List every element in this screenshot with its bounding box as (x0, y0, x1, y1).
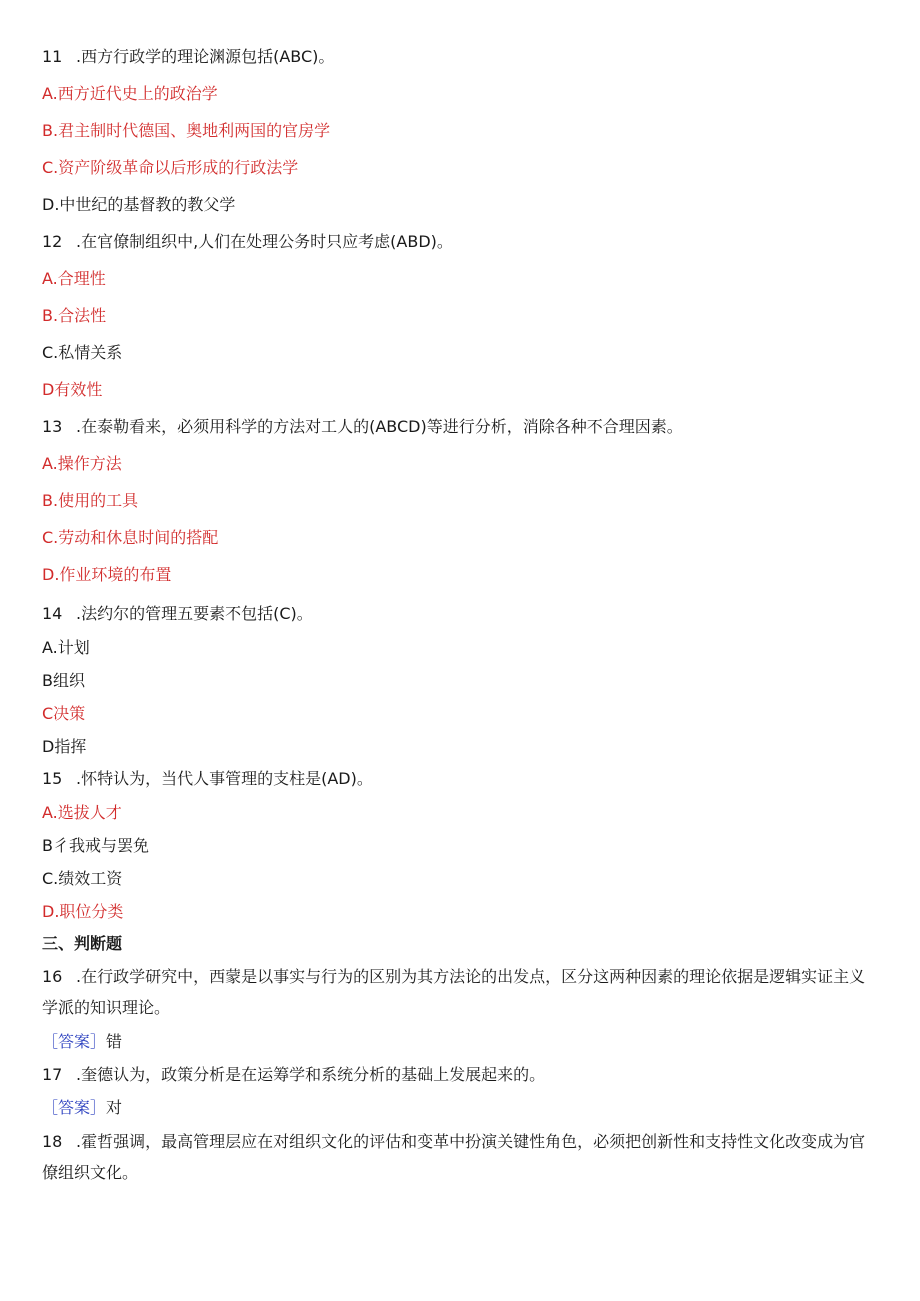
answer-tag: ［答案］ (42, 1032, 107, 1051)
question-11 (42, 47, 334, 67)
question-text: .霍哲强调，最高管理层应在对组织文化的评估和变革中扮演关键性角色，必须把创新性和支持性文化改变成为官僚组织文化。 (42, 1132, 866, 1182)
question-15 (42, 769, 373, 789)
question-number: 16 (42, 967, 63, 986)
option-15-a: A.选拔人才 (42, 803, 122, 822)
option-15-b: B彳我戒与罢免 (42, 836, 149, 855)
section-title: 三、判断题 (42, 934, 123, 953)
option-13-a: A.操作方法 (42, 454, 122, 473)
option-13-c: C.劳动和休息时间的搭配 (42, 528, 219, 547)
question-number: 13 (42, 417, 63, 436)
question-14 (42, 604, 313, 624)
question-text: .西方行政学的理论渊源包括(ABC)。 (76, 47, 335, 66)
option-13-b: B.使用的工具 (42, 491, 139, 510)
judgment-16 (42, 961, 872, 1023)
option-13-d: D.作业环境的布置 (42, 565, 172, 584)
option-14-c: C决策 (42, 704, 86, 723)
question-text: .奎德认为，政策分析是在运筹学和系统分析的基础上发展起来的。 (76, 1065, 546, 1084)
answer-17 (42, 1098, 122, 1118)
question-number: 14 (42, 604, 63, 623)
option-12-c: C.私情关系 (42, 343, 123, 362)
option-11-d: D.中世纪的基督教的教父学 (42, 195, 236, 214)
question-number: 12 (42, 232, 63, 251)
answer-16 (42, 1032, 122, 1052)
option-14-a: A.计划 (42, 638, 90, 657)
judgment-17 (42, 1065, 545, 1085)
option-14-b: B组织 (42, 671, 85, 690)
option-11-b: B.君主制时代德国、奥地利两国的官房学 (42, 121, 331, 140)
question-number: 18 (42, 1132, 63, 1151)
question-12 (42, 232, 453, 252)
option-15-d: D.职位分类 (42, 902, 124, 921)
question-number: 17 (42, 1065, 63, 1084)
answer-value: 对 (106, 1098, 123, 1117)
question-text: .在官僚制组织中,人们在处理公务时只应考虑(ABD)。 (76, 232, 453, 251)
option-12-a: A.合理性 (42, 269, 106, 288)
judgment-18 (42, 1126, 872, 1188)
option-12-d: D有效性 (42, 380, 103, 399)
question-text: .法约尔的管理五要素不包括(C)。 (76, 604, 313, 623)
question-number: 11 (42, 47, 63, 66)
option-15-c: C.绩效工资 (42, 869, 123, 888)
option-12-b: B.合法性 (42, 306, 107, 325)
question-text: .在行政学研究中，西蒙是以事实与行为的区别为其方法论的出发点，区分这两种因素的理论依据是逻辑实证主义学派的知识理论。 (42, 967, 866, 1017)
option-11-a: A.西方近代史上的政治学 (42, 84, 218, 103)
question-13 (42, 417, 683, 437)
question-text: .在泰勒看来，必须用科学的方法对工人的(ABCD)等进行分析，消除各种不合理因素。 (76, 417, 683, 436)
question-number: 15 (42, 769, 63, 788)
answer-value: 错 (106, 1032, 123, 1051)
option-14-d: D指挥 (42, 737, 87, 756)
question-text: .怀特认为，当代人事管理的支柱是(AD)。 (76, 769, 373, 788)
answer-tag: ［答案］ (42, 1098, 107, 1117)
option-11-c: C.资产阶级革命以后形成的行政法学 (42, 158, 299, 177)
